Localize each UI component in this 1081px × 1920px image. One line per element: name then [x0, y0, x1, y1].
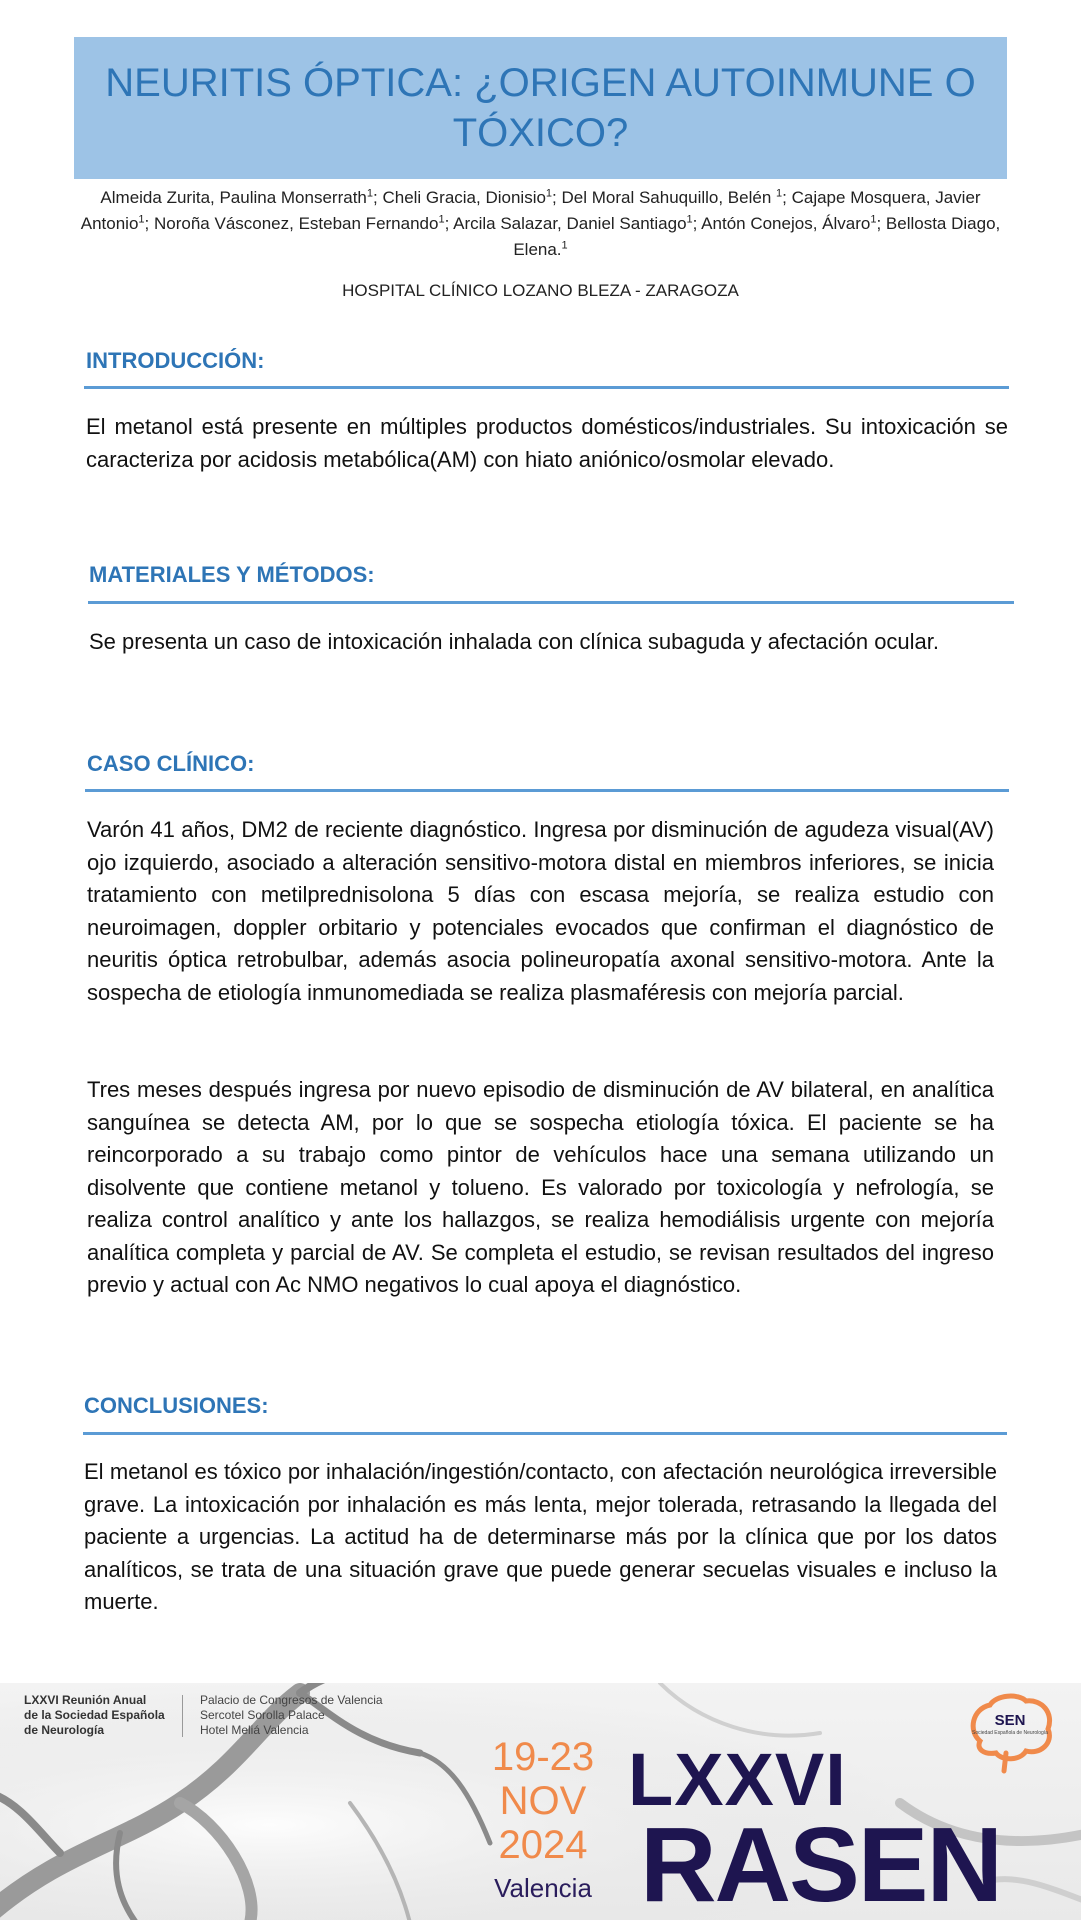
author-name: Arcila Salazar, Daniel Santiago: [453, 214, 687, 233]
methods-divider: [88, 601, 1014, 604]
conclusions-heading: CONCLUSIONES:: [84, 1393, 269, 1418]
author-affiliation: 1: [545, 187, 553, 200]
author-name: Del Moral Sahuquillo, Belén: [561, 188, 777, 207]
event-city: Valencia: [494, 1873, 592, 1903]
author-affiliation: 1: [438, 213, 445, 226]
author-name: Cajape Mosquera, Javier Antonio: [80, 188, 981, 233]
conclusions-divider: [83, 1432, 1007, 1435]
case-heading: CASO CLÍNICO:: [87, 751, 255, 776]
title-banner: [74, 37, 1007, 179]
author-name: Almeida Zurita, Paulina Monserrath: [100, 188, 367, 207]
author-separator: ;: [876, 214, 886, 233]
author-name: Antón Conejos, Álvaro: [701, 214, 871, 233]
intro-divider: [84, 386, 1009, 389]
edition-number: LXXVI: [628, 1738, 847, 1821]
methods-text: Se presenta un caso de intoxicación inhalada con clínica subaguda y afectación ocular.: [89, 629, 940, 654]
author-separator: ;: [692, 214, 702, 233]
hospital-name: HOSPITAL CLÍNICO LOZANO BLEZA - ZARAGOZA: [342, 281, 739, 300]
author-separator: ;: [444, 214, 454, 233]
case-paragraph-1: Varón 41 años, DM2 de reciente diagnóstico. Ingresa por disminución de agudeza visual(AV) ojo izquierdo, asociado a alteración sensitivo-motora distal en miembros inferiores, se inicia tratamiento con metilprednisolona 5 días con escasa mejoría, se realiza estudio con neuroimagen, doppler orbitario y potenciales evocados que confirman el diagnóstico de neuritis óptica retrobulbar, además asocia polineuropatía axonal sensitivo-motora. Ante la sospecha de etiología inmunomediada se realiza plasmaféresis con mejoría parcial.: [87, 817, 994, 1005]
author-separator: ;: [782, 188, 792, 207]
author-name: Bellosta Diago, Elena.: [513, 214, 1001, 259]
case-divider: [85, 789, 1009, 792]
author-affiliation: 1: [366, 187, 374, 200]
author-affiliation: 1: [686, 213, 693, 226]
poster-title: NEURITIS ÓPTICA: ¿ORIGEN AUTOINMUNE O TÓXICO?: [105, 61, 976, 155]
author-separator: ;: [144, 214, 154, 233]
sen-logo-text: SEN: [994, 1712, 1026, 1729]
case-paragraph-2: Tres meses después ingresa por nuevo episodio de disminución de AV bilateral, en analítica sanguínea se detecta AM, por lo que se sospecha etiología tóxica. El paciente se ha reincorporado a su trabajo como pintor de vehículos hace una semana utilizando un disolvente que contiene metanol y tolueno. Es valorado por toxicología y nefrología, se realiza control analítico y ante los hallazgos, se realiza hemodiálisis urgente con mejoría analítica completa y parcial de AV. Se completa el estudio, se revisan resultados del ingreso previo y actual con Ac NMO negativos lo cual apoya el diagnóstico.: [87, 1077, 994, 1297]
author-affiliation: 1: [561, 239, 568, 252]
event-venues: Palacio de Congresos de Valencia Sercotel Sorolla Palace Hotel Meliá Valencia: [200, 1693, 383, 1737]
author-name: Cheli Gracia, Dionisio: [382, 188, 546, 207]
author-affiliation: 1: [870, 213, 877, 226]
author-list: [80, 185, 1001, 263]
event-dates: 19-23 NOV 2024: [491, 1735, 595, 1867]
author-affiliation: 1: [138, 213, 145, 226]
conclusions-text: El metanol es tóxico por inhalación/ingestión/contacto, con afectación neurológica irreversible grave. La intoxicación por inhalación es más lenta, mejor tolerada, retrasando la llegada del paciente a urgencias. La actitud ha de determinarse más por la clínica que por los datos analíticos, se trata de una situación grave que puede generar secuelas visuales e incluso la muerte.: [84, 1459, 997, 1614]
sen-logo-subtitle: Sociedad Española de Neurología: [972, 1730, 1048, 1736]
rasen-wordmark: RASEN: [640, 1806, 1002, 1920]
author-separator: ;: [373, 188, 383, 207]
intro-text: El metanol está presente en múltiples productos domésticos/industriales. Su intoxicación se caracteriza por acidosis metabólica(AM) con hiato aniónico/osmolar elevado.: [86, 414, 1008, 472]
author-affiliation: 1: [776, 187, 783, 200]
methods-heading: MATERIALES Y MÉTODOS:: [89, 562, 375, 587]
author-separator: ;: [552, 188, 562, 207]
author-name: Noroña Vásconez, Esteban Fernando: [154, 214, 439, 233]
footer-separator: [182, 1695, 183, 1737]
event-name: LXXVI Reunión Anual de la Sociedad Española de Neurología: [24, 1693, 165, 1737]
congress-banner: [0, 1683, 1081, 1920]
intro-heading: INTRODUCCIÓN:: [86, 348, 265, 373]
